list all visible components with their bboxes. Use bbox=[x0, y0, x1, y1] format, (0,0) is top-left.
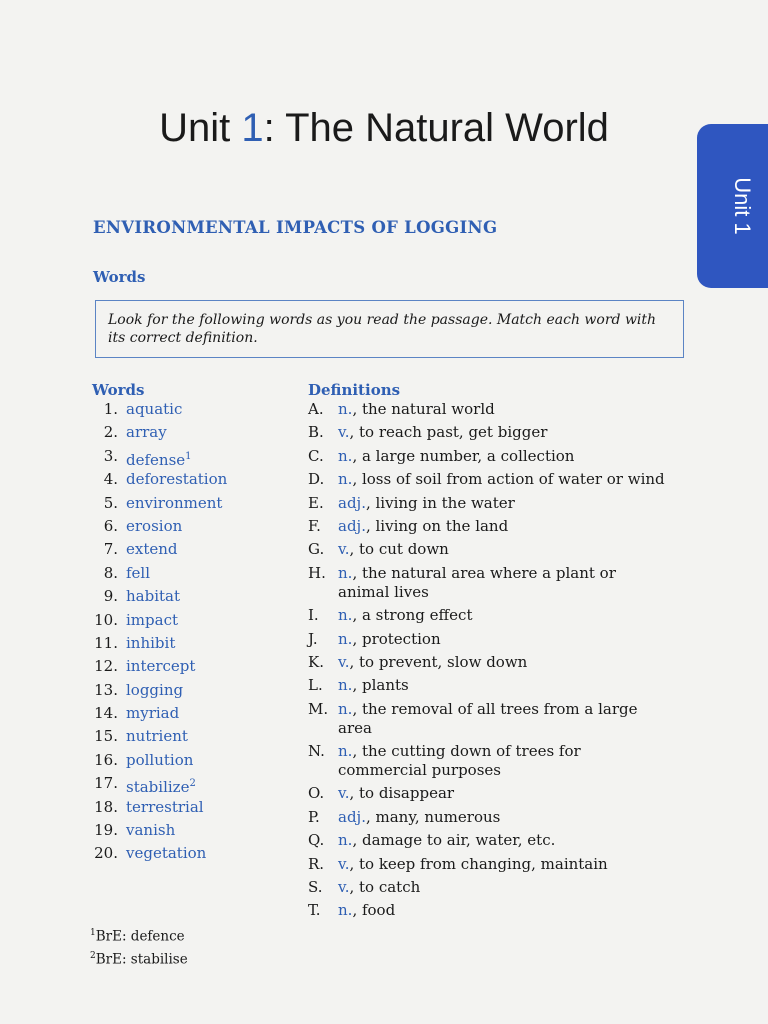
definition-body bbox=[338, 517, 668, 536]
definition-body bbox=[338, 855, 668, 874]
instruction-box bbox=[95, 300, 684, 358]
definition-letter: Q. bbox=[308, 831, 325, 850]
footnote-text: BrE: stabilise bbox=[95, 951, 188, 967]
definition-text: , the cutting down of trees for commercial purposes bbox=[338, 742, 581, 780]
part-of-speech: adj. bbox=[338, 807, 366, 826]
word-list bbox=[80, 400, 227, 868]
word-number: 1. bbox=[103, 400, 118, 418]
definition-body bbox=[338, 742, 668, 780]
part-of-speech: v. bbox=[338, 784, 350, 803]
word-item bbox=[80, 657, 227, 680]
definition-text: , many, numerous bbox=[365, 807, 501, 826]
word-item bbox=[80, 821, 227, 844]
word-number: 7. bbox=[103, 540, 118, 559]
word-text: defense bbox=[126, 450, 186, 469]
definition-letter: O. bbox=[308, 784, 325, 803]
definition-text: , loss of soil from action of water or wind bbox=[352, 470, 665, 489]
definition-body bbox=[338, 808, 668, 827]
definition-letter: C. bbox=[308, 446, 324, 465]
definition-item bbox=[308, 878, 668, 897]
word-number: 17. bbox=[94, 774, 118, 793]
word-number: 10. bbox=[94, 610, 118, 629]
definition-body bbox=[338, 878, 668, 897]
definition-text: , damage to air, water, etc. bbox=[352, 831, 556, 850]
definition-item bbox=[308, 606, 668, 625]
word-term bbox=[126, 447, 192, 470]
word-text: intercept bbox=[126, 657, 196, 676]
word-term bbox=[126, 704, 179, 727]
definition-text: , to cut down bbox=[349, 540, 449, 559]
word-item bbox=[80, 587, 227, 610]
definition-item bbox=[308, 676, 668, 695]
definition-text: , living on the land bbox=[365, 516, 509, 535]
word-term bbox=[126, 798, 204, 821]
part-of-speech: v. bbox=[338, 540, 350, 559]
definition-body bbox=[338, 676, 668, 695]
definition-text: , to reach past, get bigger bbox=[349, 423, 548, 442]
definition-text: , the natural area where a plant or animal lives bbox=[338, 563, 616, 601]
definition-item bbox=[308, 742, 668, 780]
footnote-marker: 1 bbox=[185, 450, 192, 462]
word-text: terrestrial bbox=[126, 797, 204, 816]
definition-letter: G. bbox=[308, 540, 325, 559]
definition-item bbox=[308, 855, 668, 874]
definition-letter: P. bbox=[308, 807, 320, 826]
word-term bbox=[126, 774, 196, 797]
word-item bbox=[80, 423, 227, 446]
word-number: 9. bbox=[103, 587, 118, 606]
word-text: aquatic bbox=[126, 400, 183, 418]
definition-body bbox=[338, 540, 668, 559]
part-of-speech: n. bbox=[338, 831, 353, 850]
definition-body bbox=[338, 494, 668, 513]
word-number: 3. bbox=[103, 446, 118, 465]
definition-text: , living in the water bbox=[365, 493, 515, 512]
part-of-speech: n. bbox=[338, 563, 353, 582]
part-of-speech: n. bbox=[338, 446, 353, 465]
definition-text: , to prevent, slow down bbox=[349, 652, 528, 671]
definition-letter: K. bbox=[308, 652, 324, 671]
instruction-text: Look for the following words as you read the passage. Match each word with its correct definition. bbox=[108, 312, 657, 346]
word-text: inhibit bbox=[126, 633, 176, 652]
word-item bbox=[80, 704, 227, 727]
word-number: 18. bbox=[94, 797, 118, 816]
part-of-speech: v. bbox=[338, 423, 350, 442]
definition-item bbox=[308, 831, 668, 850]
definition-letter: M. bbox=[308, 699, 329, 718]
word-item bbox=[80, 517, 227, 540]
word-item bbox=[80, 681, 227, 704]
word-text: logging bbox=[126, 680, 184, 699]
footnote-number: 2 bbox=[90, 950, 96, 961]
word-number: 15. bbox=[94, 727, 118, 746]
word-text: vegetation bbox=[126, 844, 207, 863]
definition-letter: B. bbox=[308, 423, 324, 442]
part-of-speech: adj. bbox=[338, 516, 366, 535]
word-text: pollution bbox=[126, 750, 194, 769]
definition-body bbox=[338, 901, 668, 920]
word-number: 11. bbox=[94, 633, 118, 652]
word-number: 8. bbox=[103, 563, 118, 582]
definition-letter: S. bbox=[308, 878, 323, 897]
word-item bbox=[80, 470, 227, 493]
word-term bbox=[126, 657, 195, 680]
word-text: nutrient bbox=[126, 727, 188, 746]
word-term bbox=[126, 540, 178, 563]
definition-body bbox=[338, 470, 668, 489]
word-text: fell bbox=[126, 563, 151, 582]
part-of-speech: n. bbox=[338, 470, 353, 489]
part-of-speech: n. bbox=[338, 400, 353, 418]
definition-item bbox=[308, 400, 668, 419]
word-text: deforestation bbox=[126, 470, 228, 489]
word-term bbox=[126, 634, 175, 657]
word-text: impact bbox=[126, 610, 178, 629]
definition-letter: N. bbox=[308, 742, 325, 761]
word-term bbox=[126, 751, 193, 774]
part-of-speech: n. bbox=[338, 742, 353, 761]
word-item bbox=[80, 611, 227, 634]
definition-letter: E. bbox=[308, 493, 324, 512]
definition-text: , food bbox=[352, 901, 396, 920]
definition-item bbox=[308, 901, 668, 920]
word-text: myriad bbox=[126, 704, 180, 723]
word-item bbox=[80, 634, 227, 657]
part-of-speech: n. bbox=[338, 699, 353, 718]
word-term bbox=[126, 681, 183, 704]
definition-text: , a strong effect bbox=[352, 606, 473, 625]
definition-list bbox=[308, 400, 668, 925]
footnote bbox=[90, 947, 188, 970]
word-item bbox=[80, 751, 227, 774]
word-number: 16. bbox=[94, 750, 118, 769]
definition-item bbox=[308, 564, 668, 602]
word-number: 4. bbox=[103, 470, 118, 489]
definition-body bbox=[338, 447, 668, 466]
part-of-speech: n. bbox=[338, 901, 353, 920]
definitions-column-header: Definitions bbox=[308, 381, 401, 399]
word-number: 2. bbox=[103, 423, 118, 442]
word-text: erosion bbox=[126, 516, 183, 535]
definition-body bbox=[338, 606, 668, 625]
definition-text: , to keep from changing, maintain bbox=[349, 854, 608, 873]
part-of-speech: v. bbox=[338, 878, 350, 897]
definition-text: , to disappear bbox=[349, 784, 455, 803]
definition-letter: F. bbox=[308, 516, 321, 535]
definition-item bbox=[308, 653, 668, 672]
definition-letter: I. bbox=[308, 606, 319, 625]
definition-body bbox=[338, 423, 668, 442]
word-term bbox=[126, 611, 178, 634]
word-text: stabilize bbox=[126, 778, 190, 797]
definition-text: , to catch bbox=[349, 878, 421, 897]
word-number: 19. bbox=[94, 821, 118, 840]
definition-letter: D. bbox=[308, 470, 325, 489]
word-term bbox=[126, 494, 222, 517]
definition-text: , plants bbox=[352, 676, 409, 695]
word-term bbox=[126, 423, 167, 446]
definition-body bbox=[338, 700, 668, 738]
unit-number: 1 bbox=[241, 106, 264, 150]
word-number: 12. bbox=[94, 657, 118, 676]
definition-item bbox=[308, 447, 668, 466]
definition-body bbox=[338, 564, 668, 602]
word-term bbox=[126, 564, 150, 587]
word-item bbox=[80, 798, 227, 821]
word-item bbox=[80, 844, 227, 867]
definition-item bbox=[308, 630, 668, 649]
word-item bbox=[80, 400, 227, 423]
definition-text: , a large number, a collection bbox=[352, 446, 575, 465]
footnotes bbox=[90, 924, 188, 969]
word-term bbox=[126, 587, 180, 610]
definition-text: , the natural world bbox=[352, 400, 495, 418]
definition-text: , the removal of all trees from a large area bbox=[338, 699, 638, 737]
word-item bbox=[80, 447, 227, 470]
footnote bbox=[90, 924, 188, 947]
word-item bbox=[80, 564, 227, 587]
definition-item bbox=[308, 470, 668, 489]
definition-letter: L. bbox=[308, 676, 323, 695]
section-title: ENVIRONMENTAL IMPACTS OF LOGGING bbox=[93, 218, 498, 237]
definition-letter: T. bbox=[308, 901, 321, 920]
word-number: 20. bbox=[94, 844, 118, 863]
word-text: vanish bbox=[126, 821, 176, 840]
unit-tab bbox=[697, 124, 768, 288]
word-item bbox=[80, 540, 227, 563]
page-title bbox=[0, 104, 768, 152]
definition-body bbox=[338, 400, 668, 419]
word-number: 5. bbox=[103, 493, 118, 512]
definition-letter: H. bbox=[308, 563, 326, 582]
title-suffix: : The Natural World bbox=[263, 106, 609, 150]
word-term bbox=[126, 470, 227, 493]
word-item bbox=[80, 727, 227, 750]
definition-item bbox=[308, 423, 668, 442]
definition-body bbox=[338, 630, 668, 649]
word-term bbox=[126, 517, 182, 540]
part-of-speech: n. bbox=[338, 606, 353, 625]
definition-body bbox=[338, 831, 668, 850]
word-term bbox=[126, 400, 182, 423]
word-item bbox=[80, 494, 227, 517]
definition-body bbox=[338, 784, 668, 803]
word-text: habitat bbox=[126, 587, 181, 606]
word-item bbox=[80, 774, 227, 797]
part-of-speech: n. bbox=[338, 676, 353, 695]
definition-letter: J. bbox=[308, 629, 318, 648]
part-of-speech: v. bbox=[338, 854, 350, 873]
title-prefix: Unit bbox=[159, 106, 242, 150]
words-heading: Words bbox=[93, 268, 146, 286]
word-text: extend bbox=[126, 540, 178, 559]
definition-letter: A. bbox=[308, 400, 324, 418]
part-of-speech: adj. bbox=[338, 493, 366, 512]
unit-tab-label: Unit 1 bbox=[730, 177, 755, 235]
footnote-number: 1 bbox=[90, 928, 96, 938]
word-number: 13. bbox=[94, 680, 118, 699]
words-column-header: Words bbox=[92, 381, 145, 399]
definition-item bbox=[308, 700, 668, 738]
definition-body bbox=[338, 653, 668, 672]
definition-item bbox=[308, 784, 668, 803]
word-term bbox=[126, 844, 206, 867]
part-of-speech: v. bbox=[338, 652, 350, 671]
definition-item bbox=[308, 494, 668, 513]
word-term bbox=[126, 727, 188, 750]
definition-letter: R. bbox=[308, 854, 325, 873]
word-text: array bbox=[126, 423, 167, 442]
definition-text: , protection bbox=[352, 629, 441, 648]
part-of-speech: n. bbox=[338, 629, 353, 648]
word-number: 14. bbox=[94, 704, 118, 723]
footnote-marker: 2 bbox=[189, 778, 196, 790]
word-term bbox=[126, 821, 175, 844]
definition-item bbox=[308, 540, 668, 559]
definition-item bbox=[308, 517, 668, 536]
footnote-text: BrE: defence bbox=[95, 928, 185, 945]
word-text: environment bbox=[126, 493, 223, 512]
definition-item bbox=[308, 808, 668, 827]
word-number: 6. bbox=[103, 516, 118, 535]
